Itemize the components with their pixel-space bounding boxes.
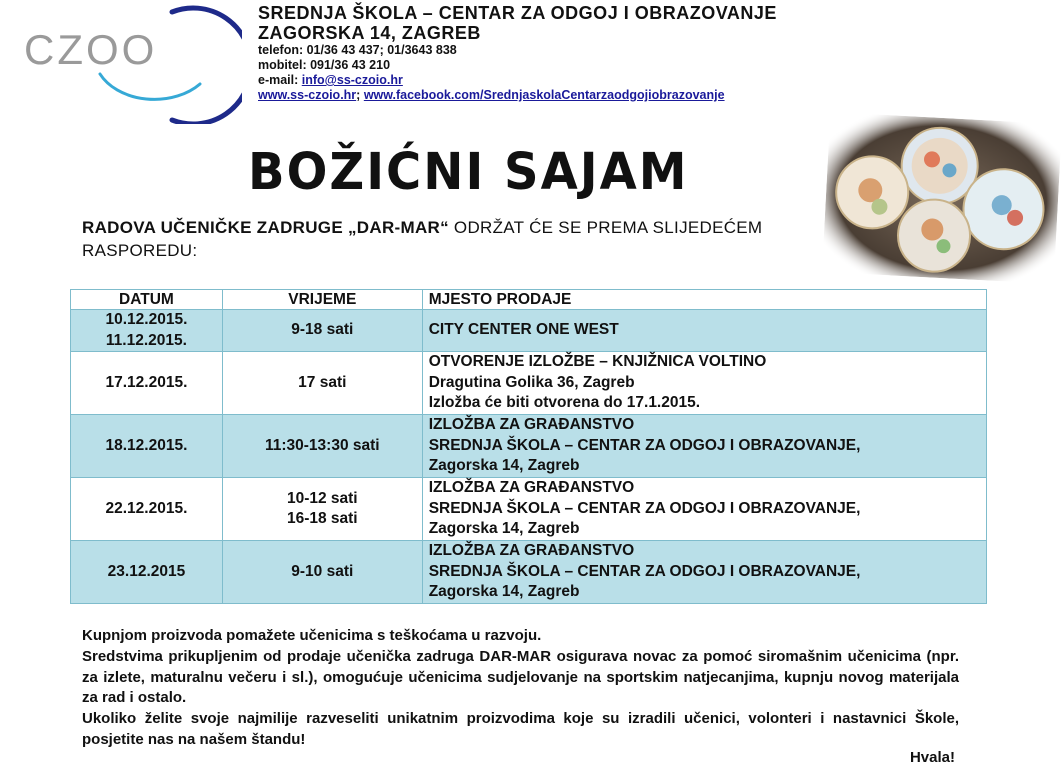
- date-line: 23.12.2015: [107, 562, 186, 580]
- place-line: Dragutina Golika 36, Zagreb: [428, 373, 635, 391]
- date-line: 10.12.2015.: [105, 311, 188, 328]
- row-place: [422, 541, 986, 604]
- website-link[interactable]: www.ss-czoio.hr: [258, 88, 357, 102]
- place-line: SREDNJA ŠKOLA – CENTAR ZA ODGOJ I OBRAZOVANJE,: [428, 562, 861, 580]
- subtitle-bold: RADOVA UČENIČKE ZADRUGE „DAR-MAR“: [82, 218, 449, 237]
- time-line: 9-18 sati: [291, 321, 354, 339]
- place-line: IZLOŽBA ZA GRAĐANSTVO: [428, 416, 635, 434]
- header-vrijeme: VRIJEME: [222, 290, 422, 310]
- time-line: 9-10 sati: [291, 562, 354, 580]
- row-date: [71, 415, 223, 478]
- web-line: [258, 88, 958, 103]
- subtitle: [82, 216, 832, 262]
- email-link[interactable]: info@ss-czoio.hr: [301, 73, 403, 87]
- table-row: [71, 352, 987, 415]
- date-line: 18.12.2015.: [105, 436, 188, 454]
- place-line: SREDNJA ŠKOLA – CENTAR ZA ODGOJ I OBRAZOVANJE,: [428, 499, 861, 517]
- row-place: [422, 415, 986, 478]
- body-text: [82, 626, 959, 751]
- place-line: SREDNJA ŠKOLA – CENTAR ZA ODGOJ I OBRAZOVANJE,: [428, 436, 861, 454]
- row-date: [71, 352, 223, 415]
- place-line: Zagorska 14, Zagreb: [428, 583, 580, 601]
- row-time: [222, 541, 422, 604]
- email-label: e-mail:: [258, 73, 302, 87]
- place-line: Zagorska 14, Zagreb: [428, 457, 580, 475]
- paragraph: Sredstvima prikupljenim od prodaje učenička zadruga DAR-MAR osigurava novac za pomoć siromašnim učenicima (npr. za izlete, maturalnu večeru i sl.), omogućuje učenicima sudjelovanje na sportskim natjecanjima, kupnju novog materijala za rad i ostalo.: [82, 647, 959, 707]
- row-place: [422, 310, 986, 352]
- row-date: [71, 478, 223, 541]
- thanks-text: Hvala!: [909, 749, 955, 766]
- row-place: [422, 352, 986, 415]
- place-line: OTVORENJE IZLOŽBE – KNJIŽNICA VOLTINO: [428, 353, 767, 371]
- time-line: 11:30-13:30 sati: [264, 436, 380, 454]
- paragraph: Kupnjom proizvoda pomažete učenicima s teškoćama u razvoju.: [82, 627, 542, 644]
- logo-text: CZOO: [24, 26, 158, 73]
- table-header-row: [71, 290, 987, 310]
- time-line: 17 sati: [298, 373, 347, 391]
- czoo-logo: [22, 4, 242, 124]
- decorated-plates-photo: [822, 112, 1062, 284]
- place-line: IZLOŽBA ZA GRAĐANSTVO: [428, 542, 635, 560]
- header-datum: DATUM: [71, 290, 223, 310]
- table-row: [71, 415, 987, 478]
- table-row: [71, 541, 987, 604]
- link-separator: ;: [356, 88, 364, 102]
- table-row: [71, 478, 987, 541]
- row-time: [222, 478, 422, 541]
- row-time: [222, 352, 422, 415]
- row-time: [222, 310, 422, 352]
- date-line: 17.12.2015.: [105, 373, 188, 391]
- facebook-link[interactable]: www.facebook.com/SrednjaskolaCentarzaodgojiobrazovanje: [363, 88, 725, 102]
- schedule-table: [70, 289, 987, 604]
- page-title: BOŽIĆNI SAJAM: [248, 142, 689, 202]
- row-date: [71, 541, 223, 604]
- school-address: ZAGORSKA 14, ZAGREB: [258, 23, 481, 43]
- place-line: IZLOŽBA ZA GRAĐANSTVO: [428, 479, 635, 497]
- paragraph: Ukoliko želite svoje najmilije razveseliti unikatnim proizvodima koje su izradili učenici, volonteri i nastavnici Škole, posjetite nas na našem štandu!: [82, 710, 959, 748]
- subtitle-rest: ODRŽAT ĆE SE PREMA SLIJEDEĆEM RASPOREDU:: [82, 218, 763, 260]
- time-line: 10-12 sati: [286, 489, 358, 507]
- place-line: Izložba će biti otvorena do 17.1.2015.: [428, 394, 701, 412]
- school-name: SREDNJA ŠKOLA – CENTAR ZA ODGOJ I OBRAZOVANJE: [258, 3, 777, 23]
- row-date: [71, 310, 223, 352]
- place-line: Zagorska 14, Zagreb: [428, 520, 580, 538]
- date-line: 22.12.2015.: [105, 499, 188, 517]
- phone-line: telefon: 01/36 43 437; 01/3643 838: [258, 43, 457, 57]
- row-time: [222, 415, 422, 478]
- place-line: CITY CENTER ONE WEST: [428, 321, 619, 339]
- time-line: 16-18 sati: [286, 510, 358, 527]
- date-line: 11.12.2015.: [105, 331, 187, 349]
- header-mjesto: MJESTO PRODAJE: [422, 290, 986, 310]
- mobile-line: mobitel: 091/36 43 210: [258, 58, 391, 72]
- table-row: [71, 310, 987, 352]
- school-header: [258, 3, 958, 103]
- row-place: [422, 478, 986, 541]
- email-line: [258, 73, 958, 88]
